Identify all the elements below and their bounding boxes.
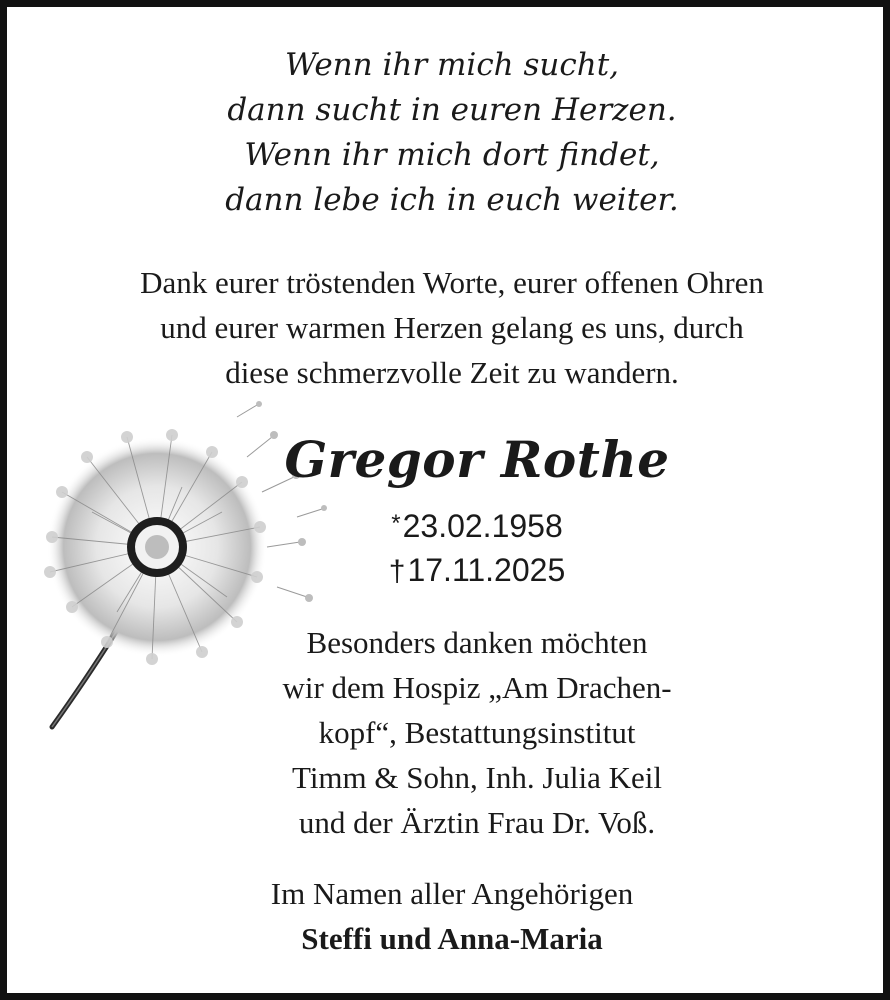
signoff-intro: Im Namen aller Angehörigen — [270, 876, 634, 911]
poem-line: dann lebe ich in euch weiter. — [225, 182, 679, 218]
poem-line: Wenn ihr mich sucht, — [284, 47, 620, 83]
death-date: 17.11.2025 — [407, 552, 566, 588]
thanks-intro — [7, 260, 890, 395]
birth-star-icon: * — [391, 510, 401, 537]
life-dates — [327, 502, 627, 594]
signoff — [207, 871, 697, 961]
birth-date-line — [327, 502, 627, 548]
thanks-special-line: kopf“, Bestattungsinstitut — [318, 715, 636, 750]
death-date-line — [327, 548, 627, 594]
thanks-special-line: und der Ärztin Frau Dr. Voß. — [298, 805, 656, 840]
signoff-names: Steffi und Anna-Maria — [301, 921, 603, 956]
cross-icon: † — [388, 555, 406, 588]
thanks-intro-line: diese schmerzvolle Zeit zu wandern. — [225, 355, 679, 390]
thanks-special-line: Timm & Sohn, Inh. Julia Keil — [291, 760, 663, 795]
thanks-intro-line: Dank eurer tröstenden Worte, eurer offenen Ohren — [140, 265, 764, 300]
thanks-special-line: wir dem Hospiz „Am Drachen- — [282, 670, 672, 705]
birth-date: 23.02.1958 — [402, 508, 563, 544]
poem-line: Wenn ihr mich dort findet, — [244, 137, 660, 173]
thanks-special — [207, 620, 747, 845]
thanks-intro-line: und eurer warmen Herzen gelang es uns, durch — [160, 310, 744, 345]
deceased-name: Gregor Rothe — [284, 430, 670, 489]
thanks-special-line: Besonders danken möchten — [306, 625, 648, 660]
poem — [7, 43, 890, 223]
poem-line: dann sucht in euren Herzen. — [227, 92, 677, 128]
